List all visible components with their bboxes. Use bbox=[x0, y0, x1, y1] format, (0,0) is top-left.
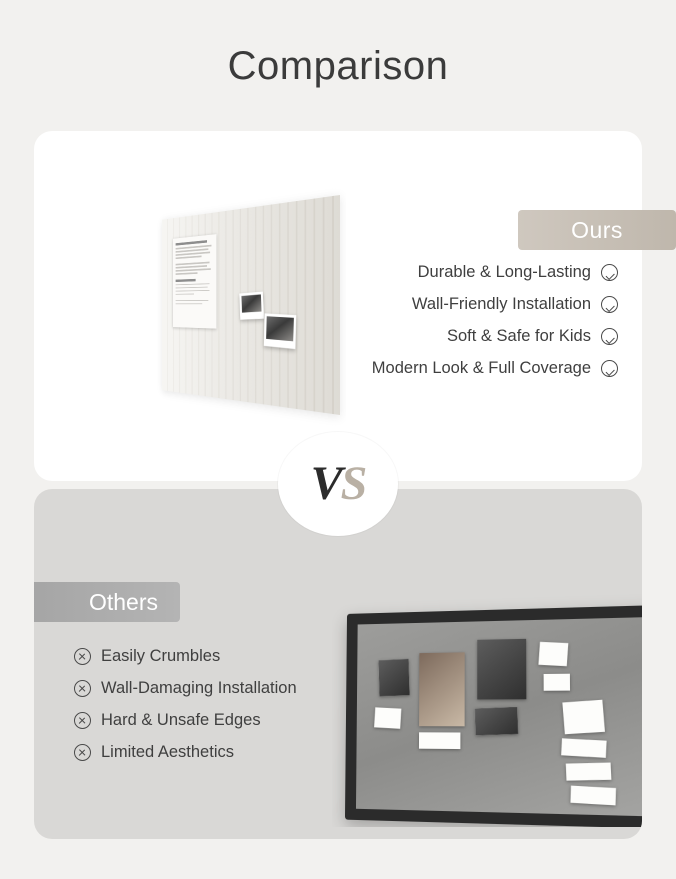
check-circle-icon bbox=[601, 328, 618, 345]
vs-left-letter: V bbox=[310, 457, 341, 510]
list-item bbox=[308, 263, 618, 282]
pinned-note bbox=[374, 707, 401, 729]
vs-text bbox=[310, 457, 366, 510]
ours-product-image bbox=[46, 167, 346, 437]
vs-right-letter: S bbox=[340, 457, 366, 510]
pinned-note bbox=[566, 763, 612, 781]
others-item-label: Easily Crumbles bbox=[101, 647, 221, 665]
pinned-note bbox=[419, 732, 460, 749]
others-item-label: Wall-Damaging Installation bbox=[101, 679, 297, 697]
pinned-note bbox=[561, 738, 606, 758]
corkboard-surface bbox=[356, 617, 642, 816]
pinned-photo bbox=[239, 292, 264, 320]
check-circle-icon bbox=[601, 296, 618, 313]
page-title: Comparison bbox=[227, 44, 449, 88]
list-item bbox=[308, 327, 618, 346]
ours-item-label: Durable & Long-Lasting bbox=[417, 263, 591, 281]
others-label: Others bbox=[34, 582, 180, 622]
framed-corkboard bbox=[345, 605, 642, 827]
pinned-photo bbox=[378, 659, 409, 697]
pinned-photo bbox=[264, 313, 297, 349]
ours-label: Ours bbox=[518, 210, 676, 250]
others-item-label: Hard & Unsafe Edges bbox=[101, 711, 261, 729]
ours-item-label: Wall-Friendly Installation bbox=[411, 295, 591, 313]
ours-card bbox=[34, 131, 642, 481]
list-item bbox=[308, 295, 618, 314]
others-item-label: Limited Aesthetics bbox=[101, 743, 234, 761]
pinned-note bbox=[570, 786, 616, 806]
ours-item-label: Modern Look & Full Coverage bbox=[371, 359, 591, 377]
pinned-photo bbox=[477, 639, 526, 700]
list-item bbox=[308, 359, 618, 378]
vs-badge bbox=[278, 432, 398, 536]
cross-circle-icon bbox=[74, 744, 91, 761]
pinned-photo bbox=[475, 707, 519, 735]
check-circle-icon bbox=[601, 264, 618, 281]
others-card bbox=[34, 489, 642, 839]
pinned-document bbox=[173, 234, 216, 328]
ours-item-label: Soft & Safe for Kids bbox=[447, 327, 591, 345]
cross-circle-icon bbox=[74, 712, 91, 729]
pinned-note bbox=[562, 700, 605, 735]
pinned-photo bbox=[419, 652, 465, 726]
others-product-image bbox=[332, 569, 642, 827]
check-circle-icon bbox=[601, 360, 618, 377]
cross-circle-icon bbox=[74, 680, 91, 697]
pinned-note bbox=[538, 642, 568, 666]
pinned-note bbox=[544, 674, 570, 691]
cross-circle-icon bbox=[74, 648, 91, 665]
ours-feature-list bbox=[308, 263, 618, 391]
